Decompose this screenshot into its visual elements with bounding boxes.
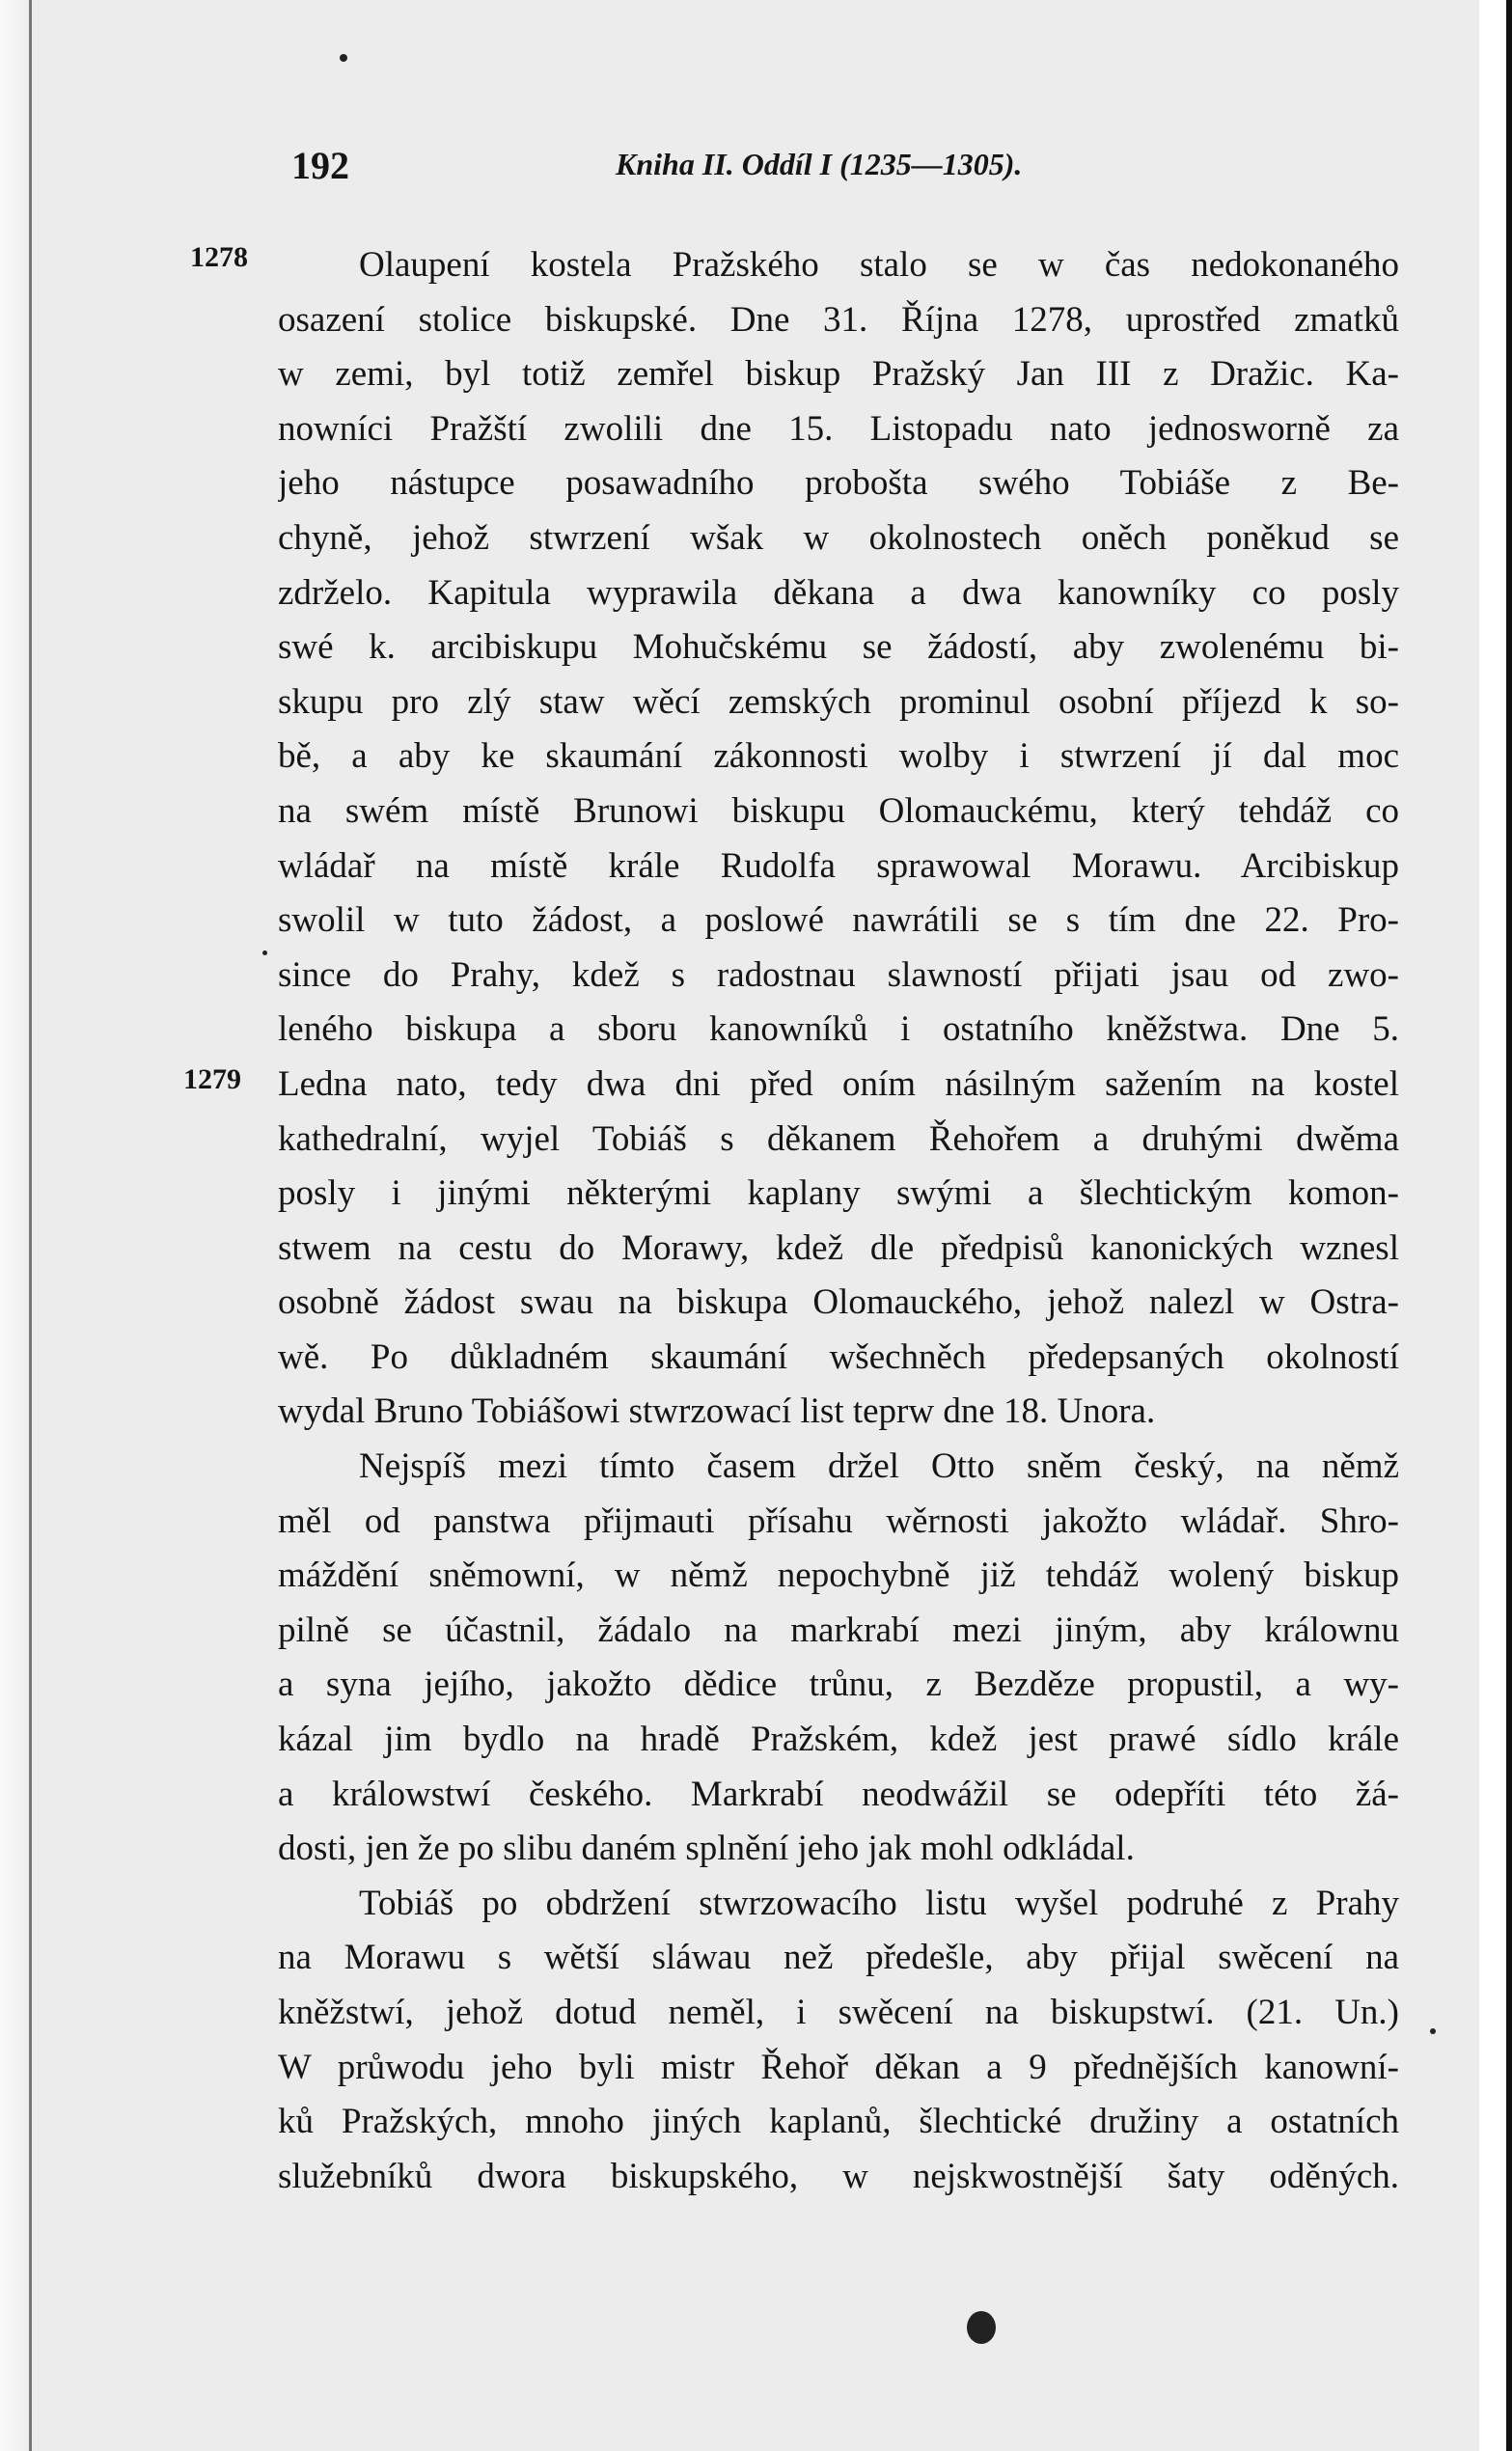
text-line: W průwodu jeho byli mistr Řehoř děkan a 9 přednějších kanowní- [278, 2047, 1399, 2087]
text-line: skupu pro zlý staw wěcí zemských prominul osobní příjezd k so- [278, 681, 1399, 722]
text-line: leného biskupa a sboru kanowníků i ostatního kněžstwa. Dne 5. [278, 1009, 1399, 1050]
scan-speck [967, 2311, 996, 2344]
text-line: máždění sněmowní, w němž nepochybně již tehdáž wolený biskup [278, 1556, 1399, 1596]
text-line: měl od panstwa přijmauti přísahu wěrnosti jakožto wládař. Shro- [278, 1501, 1399, 1541]
text-line: kathedralní, wyjel Tobiáš s děkanem Řehořem a druhými dwěma [278, 1118, 1399, 1159]
text-line: Olaupení kostela Pražského stalo se w čas nedokonaného [359, 245, 1399, 285]
scan-edge [1506, 0, 1512, 2451]
running-title: Kniha II. Oddíl I (1235—1305). [616, 147, 1023, 181]
text-line: služebníků dwora biskupského, w nejskwostnější šaty oděných. [278, 2156, 1399, 2196]
text-line: swolil w tuto žádost, a poslowé nawrátili se s tím dne 22. Pro- [278, 900, 1399, 941]
text-line: osobně žádost swau na biskupa Olomauckého, jehož nalezl w Ostra- [278, 1282, 1399, 1323]
text-line: na swém místě Brunowi biskupu Olomauckému, který tehdáž co [278, 790, 1399, 831]
scan-speck [262, 950, 267, 955]
text-line: chyně, jehož stwrzení wšak w okolnostech oněch poněkud se [278, 517, 1399, 558]
text-line: stwem na cestu do Morawy, kdež dle předpisů kanonických wznesl [278, 1227, 1399, 1268]
page-number: 192 [291, 144, 349, 187]
text-line: na Morawu s wětší sláwau než předešle, aby přijal swěcení na [278, 1938, 1399, 1978]
text-line: pilně se účastnil, žádalo na markrabí mezi jiným, aby králownu [278, 1610, 1399, 1650]
text-line: Tobiáš po obdržení stwrzowacího listu wyšel podruhé z Prahy [359, 1883, 1399, 1923]
text-line: bě, a aby ke skaumání zákonnosti wolby i stwrzení jí dal moc [278, 736, 1399, 777]
text-line: w zemi, byl totiž zemřel biskup Pražský Jan III z Dražic. Ka- [278, 354, 1399, 395]
body-text [278, 238, 1399, 2204]
scan-speck [340, 54, 347, 62]
text-line: since do Prahy, kdež s radostnau slawností přijati jsau od zwo- [278, 954, 1399, 995]
text-line: osazení stolice biskupské. Dne 31. Října 1278, uprostřed zmatků [278, 299, 1399, 340]
margin-year-1279: 1279 [183, 1063, 241, 1095]
text-line: ků Pražských, mnoho jiných kaplanů, šlechtické družiny a ostatních [278, 2102, 1399, 2142]
text-line: swé k. arcibiskupu Mohučskému se žádostí, aby zwolenému bi- [278, 627, 1399, 668]
text-line: a králowstwí českého. Markrabí neodwážil se odepříti této žá- [278, 1774, 1399, 1814]
text-line: wládař na místě krále Rudolfa sprawowal Morawu. Arcibiskup [278, 845, 1399, 886]
text-line: dosti, jen že po slibu daném splnění jeho jak mohl odkládal. [278, 1829, 1135, 1869]
text-line: wydal Bruno Tobiášowi stwrzowací list teprw dne 18. Unora. [278, 1391, 1156, 1432]
text-line: nowníci Pražští zwolili dne 15. Listopadu nato jednosworně za [278, 408, 1399, 449]
text-line: Nejspíš mezi tímto časem držel Otto sněm český, na němž [359, 1446, 1399, 1487]
text-line: jeho nástupce posawadního probošta swého Tobiáše z Be- [278, 463, 1399, 504]
scan-speck [1430, 2028, 1436, 2034]
text-line: a syna jejího, jakožto dědice trůnu, z Bezděze propustil, a wy- [278, 1665, 1399, 1705]
text-line: posly i jinými některými kaplany swými a šlechtickým komon- [278, 1173, 1399, 1214]
text-line: zdrželo. Kapitula wyprawila děkana a dwa kanowníky co posly [278, 572, 1399, 613]
text-line: kázal jim bydlo na hradě Pražském, kdež jest prawé sídlo krále [278, 1720, 1399, 1760]
text-line: wě. Po důkladném skaumání wšechněch předepsaných okolností [278, 1336, 1399, 1377]
scan-margin [0, 0, 29, 2451]
text-line: Ledna nato, tedy dwa dni před oním násilným sažením na kostel [278, 1063, 1399, 1104]
text-line: kněžstwí, jehož dotud neměl, i swěcení na biskupstwí. (21. Un.) [278, 1993, 1399, 2032]
margin-year-1278: 1278 [190, 241, 248, 273]
